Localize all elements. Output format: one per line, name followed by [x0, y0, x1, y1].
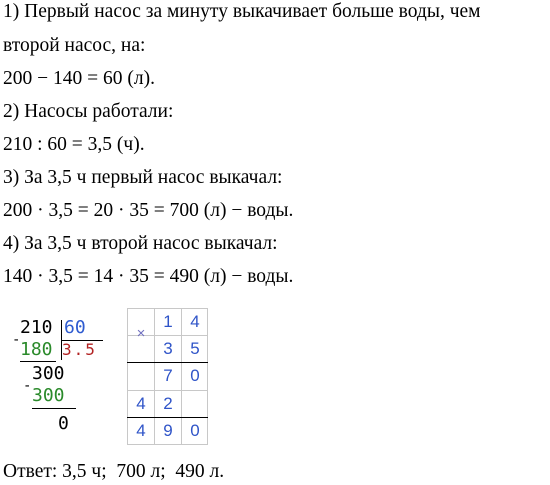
minus-sign-1: -: [12, 332, 21, 348]
division-quotient: 3.5: [62, 340, 97, 359]
grid-cell: 4: [136, 394, 146, 413]
answer-line: Ответ: 3,5 ч; 700 л; 490 л.: [3, 461, 225, 482]
division-dividend: 210: [20, 317, 53, 338]
grid-cell: 9: [163, 421, 173, 440]
grid-cell: 3: [163, 339, 173, 358]
grid-cell: 2: [163, 394, 173, 413]
division-remainder-2: 0: [58, 413, 69, 434]
solution-line-1: 1) Первый насос за минуту выкачивает больше воды, чем: [3, 1, 481, 22]
division-subtrahend-2: 300: [32, 385, 65, 406]
grid-cell: 0: [190, 366, 200, 385]
grid-cell: 1: [163, 312, 173, 331]
solution-line-9: 140 · 3,5 = 14 · 35 = 490 (л) − воды.: [3, 266, 294, 287]
solution-line-5: 210 : 60 = 3,5 (ч).: [3, 134, 145, 155]
division-remainder-1: 300: [32, 363, 65, 384]
grid-cell: 5: [190, 339, 200, 358]
column-multiplication: [127, 308, 208, 445]
solution-line-6: 3) За 3,5 ч первый насос выкачал:: [3, 167, 283, 188]
solution-line-2: второй насос, на:: [3, 35, 146, 56]
solution-line-7: 200 · 3,5 = 20 · 35 = 700 (л) − воды.: [3, 200, 294, 221]
long-division: [12, 318, 122, 448]
grid-cell: 4: [136, 421, 146, 440]
minus-sign-2: -: [23, 378, 32, 394]
solution-line-4: 2) Насосы работали:: [3, 101, 174, 122]
solution-line-3: 200 − 140 = 60 (л).: [3, 68, 155, 89]
multiply-sign: ×: [136, 325, 146, 342]
grid-cell: 4: [190, 312, 200, 331]
division-subtrahend-1: 180: [20, 339, 53, 360]
grid-cell: 0: [190, 421, 200, 440]
solution-line-8: 4) За 3,5 ч второй насос выкачал:: [3, 233, 278, 254]
grid-cell: 7: [163, 366, 173, 385]
division-divisor: 60: [64, 317, 86, 338]
